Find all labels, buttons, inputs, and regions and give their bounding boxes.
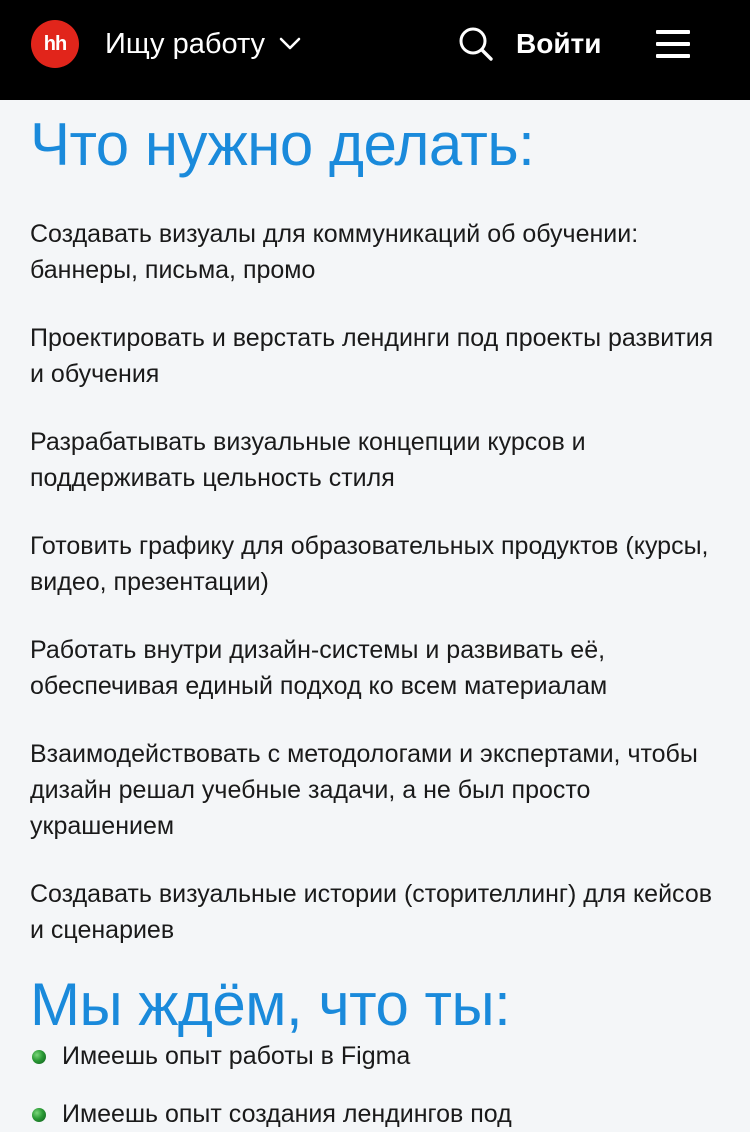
duty-item: Создавать визуальные истории (сторителлинг) для кейсов и сценариев <box>30 880 713 944</box>
chevron-down-icon <box>279 37 301 51</box>
search-icon[interactable] <box>458 26 494 62</box>
duty-item: Проектировать и верстать лендинги под проекты развития и обучения <box>30 324 714 388</box>
role-select-label: Ищу работу <box>105 27 266 60</box>
hamburger-menu-icon[interactable] <box>656 28 692 60</box>
bullet-dot-icon <box>32 1050 46 1064</box>
duty-item: Готовить графику для образовательных продуктов (курсы, видео, презентации) <box>30 532 709 596</box>
duty-item: Работать внутри дизайн-системы и развивать её, обеспечивая единый подход ко всем материалам <box>30 636 608 700</box>
requirement-text: Имеешь опыт создания лендингов под <box>62 1100 512 1128</box>
bullet-dot-icon <box>32 1108 46 1122</box>
duty-item: Разрабатывать визуальные концепции курсов и поддерживать цельность стиля <box>30 428 586 492</box>
requirements-list <box>30 1038 730 1132</box>
duty-item: Создавать визуалы для коммуникаций об обучении: баннеры, письма, промо <box>30 220 639 284</box>
hh-logo[interactable]: hh <box>31 20 79 68</box>
login-button[interactable]: Войти <box>516 28 602 59</box>
vacancy-content <box>30 100 730 1132</box>
role-select-dropdown[interactable] <box>105 22 301 66</box>
top-header <box>0 0 750 100</box>
section-title-duties: Что нужно делать: <box>30 111 535 178</box>
list-item <box>30 1038 730 1074</box>
requirement-text: Имеешь опыт работы в Figma <box>62 1042 411 1070</box>
duty-item: Взаимодействовать с методологами и экспертами, чтобы дизайн решал учебные задачи, а не был просто украшением <box>30 740 698 840</box>
list-item <box>30 1096 730 1132</box>
section-title-requirements: Мы ждём, что ты: <box>30 971 511 1038</box>
